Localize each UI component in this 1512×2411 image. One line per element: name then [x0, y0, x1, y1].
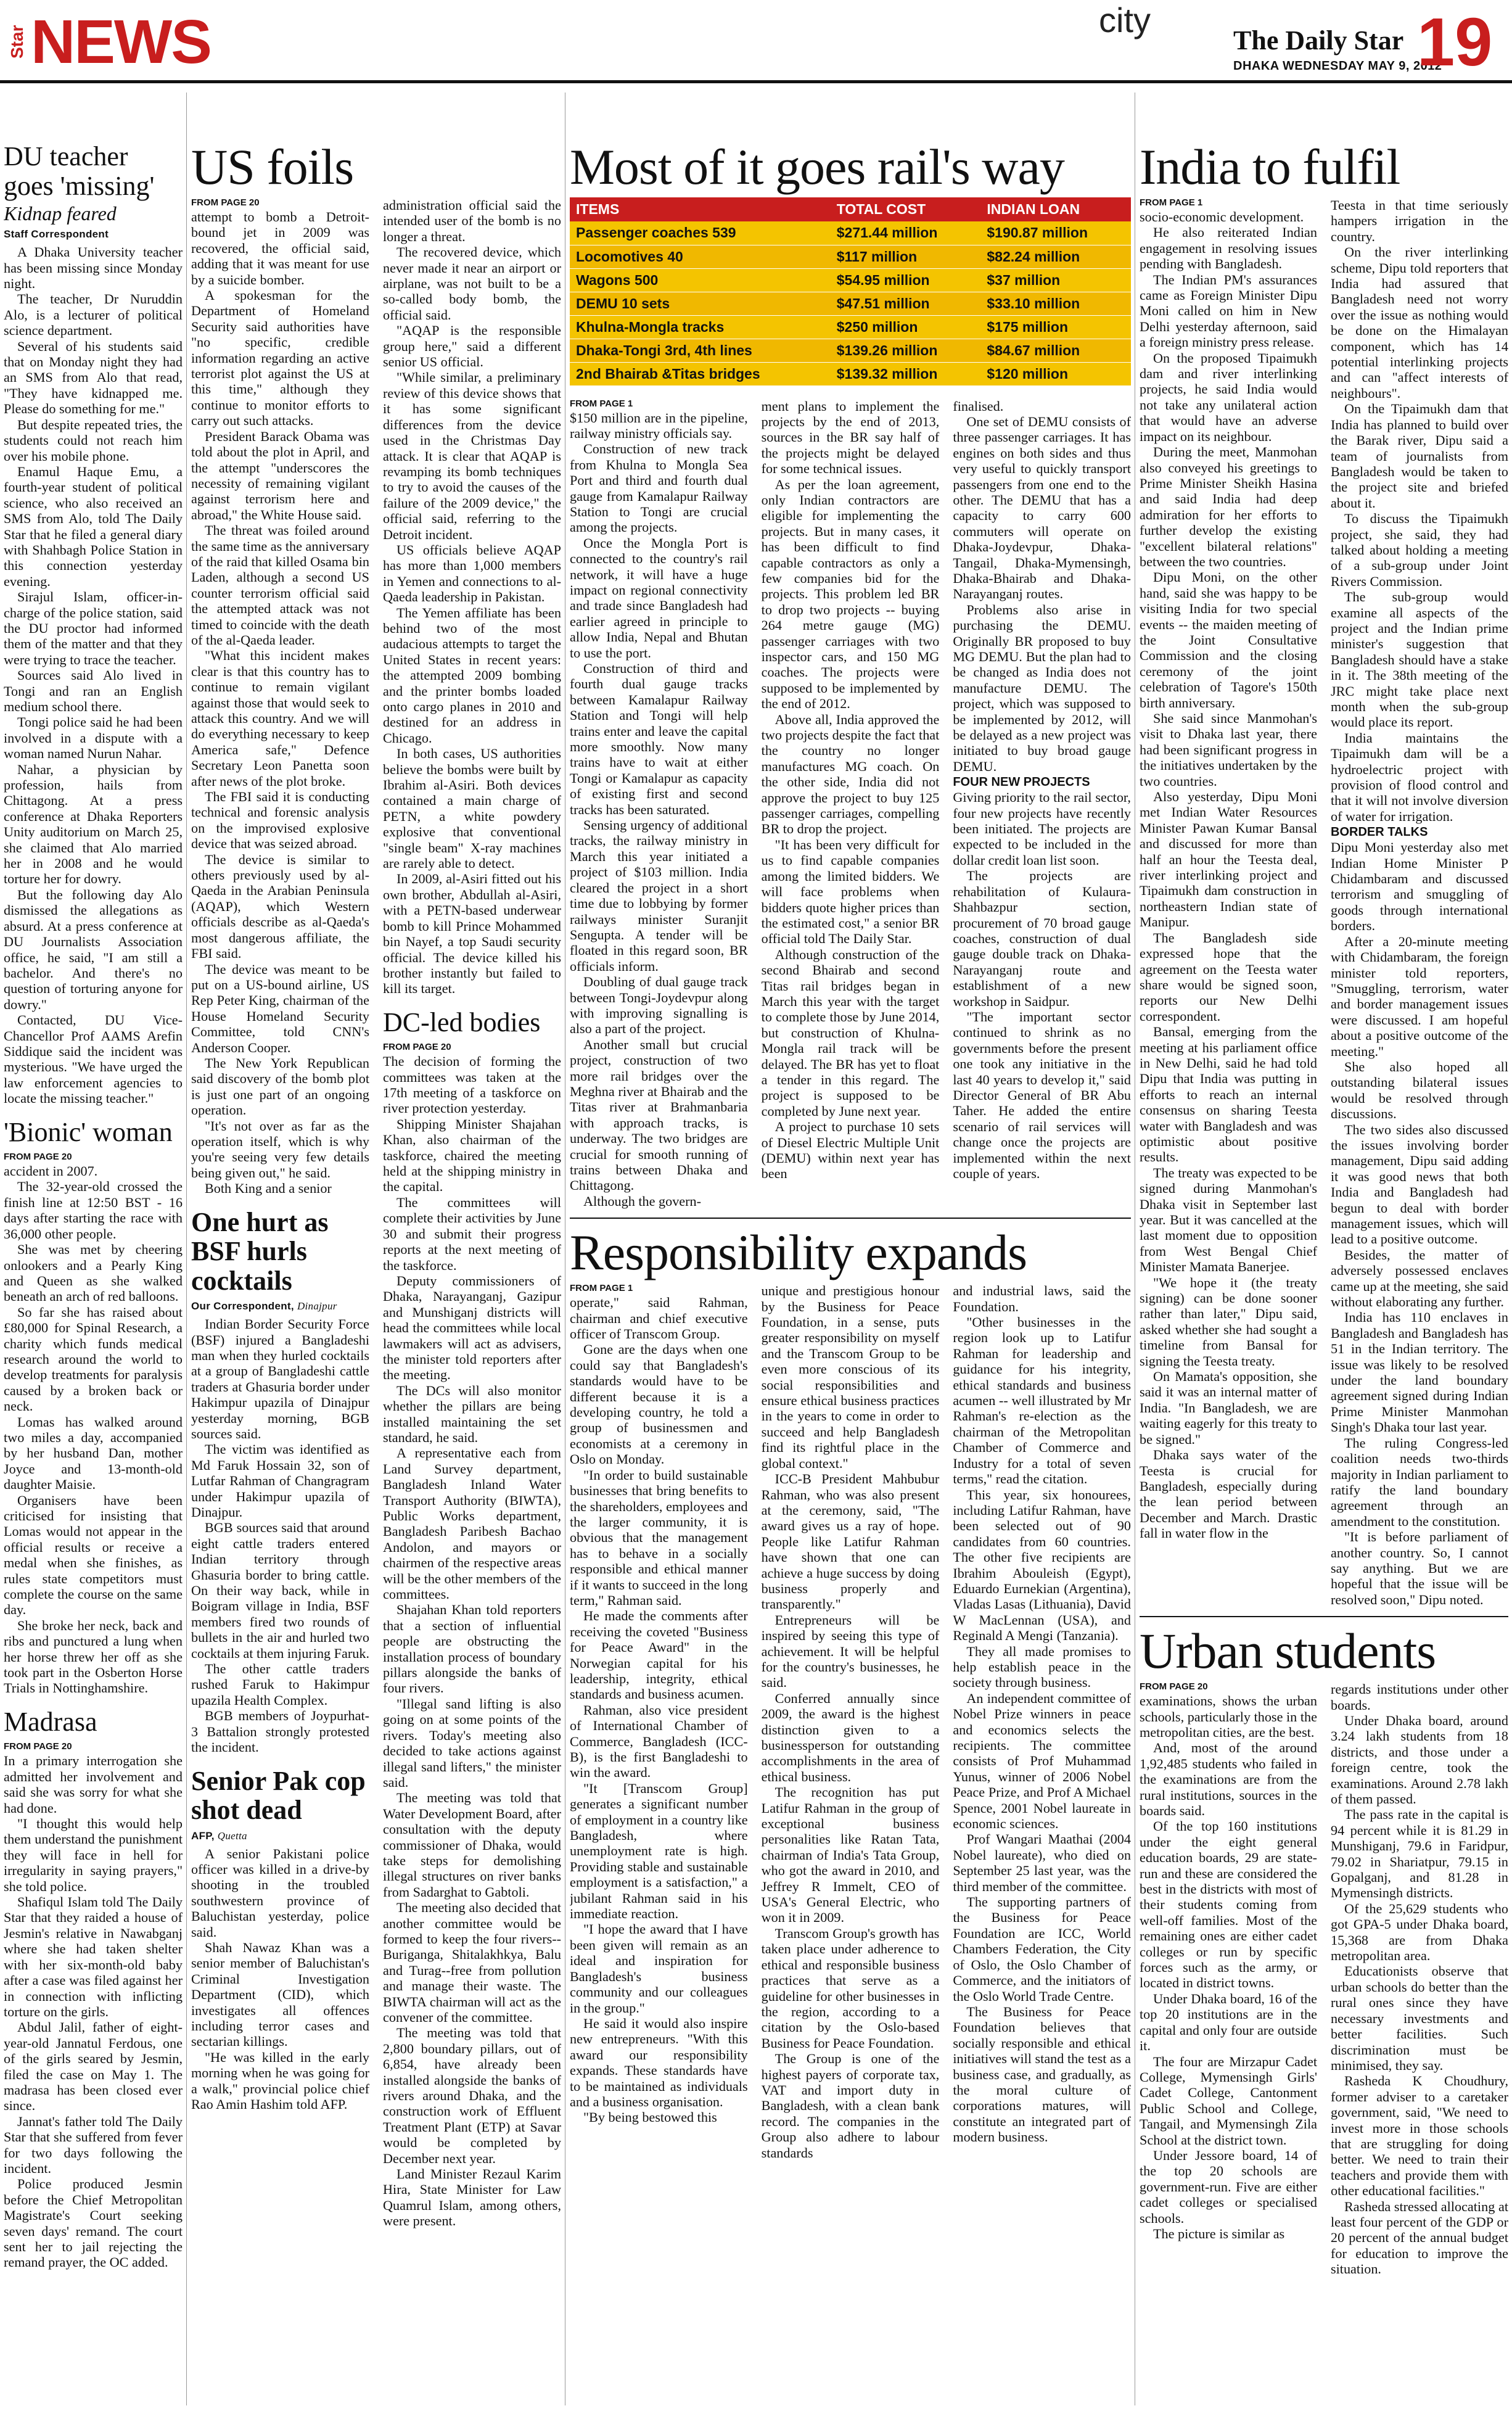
usfoils-body-2 [383, 197, 561, 997]
paragraph: He made the comments after receiving the coveted "Business for Peace Award" in the Norwegian capital for his leadership, integrity, ethical standards and business acumen. [570, 1608, 748, 1702]
column-1 [4, 93, 183, 2405]
paragraph: A project to purchase 10 sets of Diesel Electric Multiple Unit (DEMU) within next year has been [761, 1119, 940, 1182]
paragraph: They all made promises to help establish peace in the society through business. [953, 1643, 1131, 1691]
bsf-byline-text: Our Correspondent, [191, 1300, 294, 1313]
paragraph: "It [Transcom Group] generates a significant number of employment in a country like Bangladesh, where unemployment rate is high. Providing stable and sustainable employment is a satisfaction," a jubilant Rahman said in his immediate reaction. [570, 1780, 748, 1922]
resp-body-3 [953, 1283, 1131, 2145]
paragraph: accident in 2007. [4, 1163, 98, 1179]
paragraph: The meeting was told that 2,800 boundary pillars, out of 6,854, have already been installed alongside the banks of rivers around Dhaka, and the construction work of Effluent Treatment Plant (ETP) at Savar would be completed by December next year. [383, 2025, 561, 2166]
table-cell: $271.44 million [831, 221, 981, 245]
madrasa-headline: Madrasa [4, 1706, 97, 1737]
paragraph: Both King and a senior [205, 1181, 332, 1197]
table-cell: $54.95 million [831, 268, 981, 292]
table-row [570, 339, 1131, 362]
paragraph: Above all, India approved the two projects despite the fact that the country no longer manufactures MG coach. On the other side, India did not approve the project to buy 125 passenger carriages, compelling BR to drop the project. [761, 711, 940, 837]
rail-body-1 [570, 410, 748, 1210]
paragraph: "AQAP is the responsible group here," said a different senior US official. [383, 323, 561, 370]
resp-jump: FROM PAGE 1 [570, 1283, 633, 1294]
table-cell: $82.24 million [980, 245, 1131, 268]
paragraph: Under Dhaka board, 16 of the top 20 institutions are in the capital and only four are outside it. [1140, 1990, 1317, 2054]
paragraph: Under Dhaka board, around 3.24 lakh students from 18 districts, and those under a foreign centre, took the examinations. Around 2.78 lakh of them passed. [1331, 1712, 1508, 1807]
paragraph: But the following day Alo dismissed the allegations as absurd. At a press conference at DU Journalists Association office, he said, "I am still a bachelor. And there's no question of torturing anyone for dowry." [4, 886, 183, 1012]
paragraph: The teacher, Dr Nuruddin Alo, is a lecturer of political science department. [4, 291, 183, 339]
rail-headline: Most of it goes rail's way [570, 139, 1064, 195]
paragraph: The sub-group would examine all aspects of the project and the Indian prime minister's suggestion that Bangladesh should have a stake in it. The 38th meeting of the JRC might take place next month when the sub-group would place its report. [1331, 589, 1508, 730]
paragraph: The supporting partners of the Business for Peace Foundation are ICC, World Chambers Federation, the City of Oslo, the Oslo Chamber of Commerce, and the initiators of the Oslo World Trade Centre. [953, 1894, 1131, 2004]
paragraph: Deputy commissioners of Dhaka, Narayanganj, Gazipur and Munshiganj districts will head the committees while local lawmakers will act as advisers, the minister told reporters after the meeting. [383, 1272, 561, 1383]
paragraph: Of the top 160 institutions under the eight general education boards, 29 are state-run and these are considered the best in the districts with most of their students coming from well-off families. Most of the remaining ones are either cadet colleges or run by specific forces such as the army, or located in district towns. [1140, 1818, 1317, 1991]
paragraph: "Other businesses in the region look up to Latifur Rahman for leadership and guidance for his integrity, ethical standards and business acumen -- well illustrated by Mr Rahman's re-election as the chairman of the Metropolitan Chamber of Commerce and Industry for a total of seven terms," read the citation. [953, 1314, 1131, 1487]
paragraph: The Bangladesh side expressed hope that the agreement on the Teesta water share would be signed soon, reports our New Delhi correspondent. [1140, 929, 1317, 1024]
paragraph: Police produced Jesmin before the Chief Metropolitan Magistrate's Court seeking seven days' remand. The court sent her to jail rejecting the remand prayer, the OC added. [4, 2176, 183, 2270]
paragraph: US officials believe AQAP has more than 1,000 members in Yemen and connections to al-Qaeda leadership in Pakistan. [383, 542, 561, 605]
paragraph: The Yemen affiliate has been behind two of the most audacious attempts to target the United States in recent years: the attempted 2009 bombing and the printer bombs loaded onto cargo planes in 2010 and destined for an address in Chicago. [383, 604, 561, 746]
urban-headline: Urban students [1140, 1623, 1436, 1679]
column-header: TOTAL COST [831, 197, 981, 221]
table-cell: Dhaka-Tongi 3rd, 4th lines [570, 339, 831, 362]
paragraph: The ruling Congress-led coalition needs two-thirds majority in Indian parliament to ratify the land boundary agreement through an amendment to the constitution. [1331, 1435, 1508, 1529]
paragraph: The two sides also discussed the issues involving border management, Dipu said adding it was good news that both India and Bangladesh had begun to deal with border management issues, which will lead to a positive outcome. [1331, 1121, 1508, 1247]
paragraph: Rasheda stressed allocating at least four percent of the GDP or 20 percent of the annual budget for education to improve the situation. [1331, 2198, 1508, 2277]
paragraph: But despite repeated tries, the students could not reach him over his mobile phone. [4, 416, 183, 464]
table-row [570, 292, 1131, 315]
paragraph: The recognition has put Latifur Rahman in the group of exceptional business personalities like Ratan Tata, chairman of India's Tata Group, who got the award in 2010, and Jeffrey R Immelt, CEO of USA's General Electric, who won it in 2009. [761, 1784, 940, 1926]
divider [1140, 1616, 1508, 1617]
table-row [570, 221, 1131, 245]
usfoils-headline: US foils [191, 139, 354, 195]
paragraph: She said since Manmohan's visit to Dhaka last year, there had been significant progress in the initiatives undertaken by the two countries. [1140, 711, 1317, 789]
bsf-body [191, 1316, 369, 1755]
paragraph: She broke her neck, back and ribs and punctured a lung when her horse threw her off as she took part in the Osberton Horse Trials in Nottinghamshire. [4, 1617, 183, 1696]
paragraph: "It's not over as far as the operation itself, which is why you're seeing very few details being given out," he said. [191, 1118, 369, 1181]
paragraph: "He was killed in the early morning when he was going for a walk," provincial police chief Rao Amin Hashim told AFP. [191, 2049, 369, 2112]
paragraph: Abdul Jalil, father of eight-year-old Jannatul Ferdous, one of the girls seared by Jesmin, filed the case on May 1. The madrasa has been closed ever since. [4, 2019, 183, 2114]
pak-byline [191, 1830, 369, 1842]
paragraph: regards institutions under other boards. [1331, 1681, 1508, 1713]
paragraph: "It has been very difficult for us to find capable companies among the limited bidders. We will face problems when bidders quote higher prices than the estimated cost," a senior BR official told The Daily Star. [761, 836, 940, 947]
paragraph: A representative each from Land Survey department, Bangladesh Inland Water Transport Authority (BIWTA), Public Works department, Bangladesh Paribesh Bachao Andolon, and mayors or chairmen of the respective areas will be the other members of the committees. [383, 1445, 561, 1602]
paragraph: On Mamata's opposition, she said it was an internal matter of India. "In Bangladesh, we are waiting eagerly for this treaty to be signed." [1140, 1369, 1317, 1447]
du-headline: DU teacher goes 'missing' [4, 141, 155, 201]
paragraph: On the river interlinking scheme, Dipu told reporters that India had assured that Bangladesh need not worry over the issue as nothing would be done on the Himalayan component, which has 14 potential interlinking projects and can "affect interests of neighbours". [1331, 244, 1508, 401]
paragraph: She was met by cheering onlookers and a Pearly King and Queen as she walked beneath an arch of red balloons. [4, 1242, 183, 1304]
paragraph: The victim was identified as Md Faruk Hossain 32, son of Lutfar Rahman of Changragram under Hakimpur upazila of Dinajpur. [191, 1441, 369, 1520]
paragraph: Sirajul Islam, officer-in-charge of the police station, said the DU proctor had informed them of the matter and that they were trying to trace the teacher. [4, 589, 183, 667]
bionic-jump: FROM PAGE 20 [4, 1152, 72, 1163]
du-byline: Staff Correspondent [4, 228, 109, 241]
paragraph: A spokesman for the Department of Homeland Security said authorities have "no specific, credible information regarding an active terrorist plot against the US at this time," although they continue to monitor efforts to carry out such attacks. [191, 287, 369, 429]
paragraph: On the proposed Tipaimukh dam and river interlinking projects, he said India would not take any unilateral action that would have an adverse impact on its neighbour. [1140, 350, 1317, 444]
paragraph: "In order to build sustainable businesses that bring benefits to the shareholders, employees and the larger community, it is obvious that the management has to behave in a socially responsible and ethical manner if it wants to succeed in the long term," Rahman said. [570, 1467, 748, 1608]
table-cell: $139.32 million [831, 362, 981, 385]
madrasa-body [4, 1753, 183, 2270]
paragraph: Teesta in that time seriously hampers irrigation in the country. [1331, 197, 1508, 244]
paragraph: So far she has raised about £80,000 for Spinal Research, a charity which funds medical research around the world to develop treatments for paralysis caused by a broken back or neck. [4, 1304, 183, 1414]
madrasa-jump: FROM PAGE 20 [4, 1741, 72, 1752]
urban-body-2 [1331, 1681, 1508, 2277]
table-cell: $175 million [980, 315, 1131, 339]
table-cell: 2nd Bhairab &Titas bridges [570, 362, 831, 385]
paragraph: operate," said Rahman, chairman and chief executive officer of Transcom Group. [570, 1295, 748, 1342]
resp-headline: Responsibility expands [570, 1224, 1027, 1281]
section-logo [5, 5, 211, 79]
paragraph: Dipu Moni yesterday also met Indian Home Minister P Chidambaram and discussed terrorism and smuggling of goods through international borders. [1331, 839, 1508, 934]
du-body [4, 244, 183, 1106]
paragraph: Gone are the days when one could say that Bangladesh's standards would have to be different because it is a developing country, he told a group of businessmen and economists at a ceremony in Oslo on Monday. [570, 1342, 748, 1467]
paragraph: Construction of new track from Khulna to Mongla Sea Port and third and fourth dual gauge from Kamalapur Railway Station to Tongi are crucial among the projects. [570, 441, 748, 535]
paragraph: The other cattle traders rushed Faruk to Hakimpur upazila Health Complex. [191, 1661, 369, 1708]
paragraph: Shipping Minister Shajahan Khan, also chairman of the taskforce, chaired the meeting held at the shipping ministry in the capital. [383, 1116, 561, 1195]
pak-byline-text: AFP, [191, 1829, 215, 1842]
table-cell: $139.26 million [831, 339, 981, 362]
india-jump: FROM PAGE 1 [1140, 197, 1203, 208]
column-header: ITEMS [570, 197, 831, 221]
paragraph: Construction of third and fourth dual gauge tracks between Kamalapur Railway Station and Tongi will help trains enter and leave the capital more smoothly. Now many trains have to wait at either Tongi or Kamalapur as capacity of existing first and second tracks has been saturated. [570, 661, 748, 817]
paragraph: Transcom Group's growth has taken place under adherence to ethical and responsible business practices that serve as a guideline for other businesses in the region, according to a citation by the Oslo-based Business for Peace Foundation. [761, 1925, 940, 2051]
paragraph: The recovered device, which never made it near an airport or airplane, was not built to be a so-called body bomb, the official said. [383, 244, 561, 323]
bsf-headline: One hurt as BSF hurls cocktails [191, 1206, 329, 1296]
dc-headline: DC-led bodies [383, 1007, 541, 1037]
paragraph: The Indian PM's assurances came as Foreign Minister Dipu Moni called on him in New Delhi yesterday afternoon, said a foreign ministry press release. [1140, 271, 1317, 350]
table-cell: Wagons 500 [570, 268, 831, 292]
paragraph: Shajahan Khan told reporters that a section of influential people are obstructing the installation process of boundary pillars alongside the banks of four rivers. [383, 1602, 561, 1696]
paragraph: "I hope the award that I have been given will remain as an ideal and inspiration for Bangladesh's business community and our colleagues in the group." [570, 1921, 748, 2016]
paragraph: finalised. [953, 398, 1004, 414]
paragraph: She also hoped all outstanding bilateral issues would be resolved through discussions. [1331, 1058, 1508, 1122]
paragraph: The DCs will also monitor whether the pillars are being installed maintaining the set standard, he said. [383, 1382, 561, 1445]
paragraph: This year, six honourees, including Latifur Rahman, have been selected out of 90 candidates from 60 countries. The other five recipients are Ibrahim Abouleish (Egypt), Eduardo Eurnekian (Argentina), Vladas Lasas (Lithuania), David W MacLennan (USA), and Reginald A Mengi (Tanzania). [953, 1486, 1131, 1644]
column-right [1140, 93, 1508, 2405]
table-body [570, 221, 1131, 385]
table-header-row [570, 197, 1131, 221]
paragraph: The device was meant to be put on a US-bound airline, US Rep Peter King, chairman of the House Homeland Security Committee, told CNN's Anderson Cooper. [191, 961, 369, 1055]
paragraph: The device is similar to others previously used by al-Qaeda in the Arabian Peninsula (AQAP), which Western officials describe as al-Qaeda's most dangerous affiliate, the FBI said. [191, 851, 369, 962]
table-cell: $37 million [980, 268, 1131, 292]
india-body-3 [1331, 839, 1508, 1607]
paragraph: Jannat's father told The Daily Star that she suffered from fever for two days following the incident. [4, 2113, 183, 2176]
paragraph: Contacted, DU Vice-Chancellor Prof AAMS Arefin Siddique said the incident was mysterious. "We have urged the law enforcement agencies to locate the missing teacher." [4, 1012, 183, 1107]
masthead [0, 0, 1512, 83]
divider [570, 1218, 1131, 1219]
usfoils-body-1 [191, 209, 369, 1197]
table-cell: DEMU 10 sets [570, 292, 831, 315]
rail-subhead: FOUR NEW PROJECTS [953, 775, 1090, 789]
paragraph: "While similar, a preliminary review of this device shows that it has some significant differences from the device used in the Christmas Day attack. It is clear that AQAP is revamping its bomb techniques to try to avoid the causes of the failure of the 2009 device," the official said, referring to the Detroit incident. [383, 369, 561, 542]
du-kicker: Kidnap feared [4, 202, 117, 225]
resp-body-1 [570, 1295, 748, 2125]
paragraph: Prof Wangari Maathai (2004 Nobel laureate), who died on September 25 last year, was the third member of the committee. [953, 1831, 1131, 1894]
paragraph: A senior Pakistani police officer was killed in a drive-by shooting in the troubled southwestern province of Baluchistan yesterday, police said. [191, 1845, 369, 1940]
paragraph: "What this incident makes clear is that this country has to continue to remain vigilant against those that would seek to attack this country. And we will do everything necessary to keep America safe," Defence Secretary Leon Panetta soon after news of the plot broke. [191, 648, 369, 789]
paragraph: examinations, shows the urban schools, particularly those in the metropolitan cities, are the best. [1140, 1693, 1317, 1740]
paragraph: The Business for Peace Foundation believes that socially responsible and ethical initiatives will stand the test as a business case, and gradually, as the moral culture of corporations matures, will constitute an integrated part of modern business. [953, 2003, 1131, 2145]
rail-jump: FROM PAGE 1 [570, 398, 633, 409]
india-body-1 [1140, 209, 1317, 1541]
paragraph: Rasheda K Choudhury, former adviser to a caretaker government, said, "We need to invest more in those schools that are struggling for doing better. We need to train their teachers and provide them with other educational facilities." [1331, 2073, 1508, 2199]
paragraph: Doubling of dual gauge track between Tongi-Joydevpur along with improving signalling is also a part of the project. [570, 974, 748, 1037]
usfoils-jump: FROM PAGE 20 [191, 197, 260, 208]
paragraph: Also yesterday, Dipu Moni met Indian Water Resources Minister Pawan Kumar Bansal and discussed for more than half an hour the Teesta deal, river interlinking project and Tipaimukh dam construction in northeastern Indian state of Manipur. [1140, 789, 1317, 930]
paragraph: "I thought this would help them understand the punishment they will face in hell for irregularity in saying prayers," she told police. [4, 1816, 183, 1894]
urban-body-1 [1140, 1693, 1317, 2241]
paragraph: Lomas has walked around two miles a day, accompanied by her husband Dan, mother Joyce and 13-month-old daughter Maisie. [4, 1414, 183, 1493]
paragraph: Dhaka says water of the Teesta is crucial for Bangladesh, especially during the lean period between December and March. Drastic fall in water flow in the [1140, 1447, 1317, 1541]
paragraph: Bansal, emerging from the meeting at his parliament office in New Delhi, said he had told Dipu that India was putting in efforts to reach an internal consensus on sharing Teesta water with Bangladesh and was optimistic about positive results. [1140, 1024, 1317, 1165]
column-middle [570, 93, 1131, 2405]
paragraph: Conferred annually since 2009, the award is the highest distinction given to a businessperson for outstanding accomplishments in the area of ethical business. [761, 1690, 940, 1784]
rail-body-2 [762, 398, 940, 1182]
page-section-label: city [1099, 1, 1151, 39]
paragraph: In both cases, US authorities believe the bombs were built by Ibrahim al-Asiri. Both devices contained a main charge of PETN, a white powdery explosive that conventional "single beam" X-ray machines are rarely able to detect. [383, 746, 561, 872]
paragraph: Once the Mongla Port is connected to the country's rail network, it will have a huge impact on regional connectivity and trade since Bangladesh had earlier agreed in principle to allow India, Nepal and Bhutan to use the port. [570, 535, 748, 661]
paragraph: Although construction of the second Bhairab and second Titas rail bridges began in March this year with the target to complete those by June 2014, but construction of Khulna-Mongla rail track will be delayed. The BR has yet to float a tender in this regard. The project is supposed to be completed by June next year. [761, 946, 940, 1119]
table-cell: $190.87 million [980, 221, 1131, 245]
paragraph: One set of DEMU consists of three passenger carriages. It has engines on both sides and thus very useful to quickly transport passengers from one end to the other. The DEMU that has a capacity to carry 600 commuters will operate on Dhaka-Joydevpur, Dhaka-Tangail, Dhaka-Mymensingh, Dhaka-Bhairab and Dhaka-Narayanganj routes. [953, 413, 1131, 602]
paragraph: ICC-B President Mahbubur Rahman, who was also present at the ceremony, said, "The award gives us a ray of hope. People like Latifur Rahman have shown that one can achieve a huge success by doing business properly and transparently." [761, 1471, 940, 1612]
paragraph: Dipu Moni, on the other hand, said she was happy to be visiting India for two special events -- the maiden meeting of the Joint Consultative Commission and the closing ceremony of the joint celebration of Tagore's 150th birth anniversary. [1140, 569, 1317, 711]
table-row [570, 315, 1131, 339]
paragraph: He also reiterated Indian engagement in resolving issues pending with Bangladesh. [1140, 225, 1317, 272]
paragraph: As per the loan agreement, only Indian contractors are eligible for implementing the projects. But in many cases, it has been difficult to find capable contractors as only a few companies bid for the projects. This problem led BR to drop two projects -- buying 264 metre gauge (MG) passenger carriages with two inspector cars, and 150 MG coaches. The projects were supposed to be implemented by the end of 2012. [761, 476, 940, 712]
rail-body-4 [953, 789, 1131, 1181]
rail-cost-table [570, 197, 1131, 386]
paragraph: Giving priority to the rail sector, four new projects have recently been initiated. The projects are expected to be included in the dollar credit loan list soon. [953, 789, 1131, 868]
dc-jump: FROM PAGE 20 [383, 1042, 451, 1053]
paragraph: President Barack Obama was told about the plot in April, and the attempt "underscores the necessity of remaining vigilant against terrorism here and abroad," the White House said. [191, 428, 369, 522]
paragraph: The four are Mirzapur Cadet College, Mymensingh Girls' Cadet College, Cantonment Public School and College, Tangail, and Mymensingh Zila School at the district town. [1140, 2053, 1317, 2148]
paragraph: "It is before parliament of another country. So, I cannot say anything. But we are hopeful that the issue will be resolved soon," Dipu noted. [1331, 1529, 1508, 1607]
table-cell: $117 million [831, 245, 981, 268]
paragraph: The projects are rehabilitation of Kulaura-Shahbazpur section, procurement of 70 broad gauge coaches, construction of dual gauge double track on Dhaka-Narayanganj route and establishment of a new workshop in Saidpur. [953, 868, 1131, 1009]
paragraph: Indian Border Security Force (BSF) injured a Bangladeshi man when they hurled cocktails at a group of Bangladeshi cattle traders at Ghasuria border under Hakimpur upazila of Dinajpur yesterday morning, BGB sources said. [191, 1316, 369, 1441]
paragraph: The treaty was expected to be signed during Manmohan's Dhaka visit in September last year. But it was cancelled at the last moment due to opposition from West Bengal Chief Minister Mamata Banerjee. [1140, 1164, 1317, 1275]
table-cell: Khulna-Mongla tracks [570, 315, 831, 339]
india-body-2 [1331, 197, 1508, 824]
paragraph: In a primary interrogation she admitted her involvement and said she was sorry for what she had done. [4, 1753, 183, 1816]
resp-body-2 [762, 1283, 940, 2161]
paragraph: Sources said Alo lived in Tongi and ran an English medium school there. [4, 667, 183, 714]
paragraph: Shafiqul Islam told The Daily Star that they raided a house of Jesmin's relative in Nawabganj where she had taken shelter with her six-month-old baby after a case was filed against her in connection with inflicting torture on the girls. [4, 1894, 183, 2019]
pak-body [191, 1846, 369, 2112]
paragraph: "By being bestowed this [583, 2109, 717, 2125]
paragraph: The pass rate in the capital is 94 percent while it is 81.29 in Munshiganj, 79.6 in Faridpur, 79.02 in Shariatpur, 79.15 in Gopalganj, and 81.28 in Mymensingh districts. [1331, 1807, 1508, 1901]
paragraph: India maintains the Tipaimukh dam will be a hydroelectric project with provision of flood control and that it will not involve diversion of water for irrigation. [1331, 730, 1508, 824]
paragraph: He said it would also inspire new entrepreneurs. "With this award our responsibility expands. These standards have to be maintained as individuals and a business organisation. [570, 2015, 748, 2109]
paragraph: Under Jessore board, 14 of the top 20 schools are government-run. Five are either cadet colleges or specialised schools. [1140, 2147, 1317, 2226]
paragraph: In 2009, al-Asiri fitted out his own brother, Abdullah al-Asiri, with a PETN-based underwear bomb to kill Prince Mohammed bin Nayef, a top Saudi security official. The device killed his brother instantly but failed to kill its target. [383, 871, 561, 997]
urban-jump: FROM PAGE 20 [1140, 1681, 1208, 1692]
paragraph: The picture is similar as [1153, 2225, 1285, 2241]
table-cell: $250 million [831, 315, 981, 339]
paragraph: The New York Republican said discovery of the bomb plot is just one part of an ongoing operation. [191, 1055, 369, 1118]
paper-name: The Daily Star [1233, 25, 1404, 56]
section-title: NEWS [31, 7, 211, 76]
india-headline: India to fulfil [1140, 139, 1400, 195]
paragraph: Besides, the matter of adversely possessed enclaves came up at the meeting, she said without elaborating any further. [1331, 1247, 1508, 1310]
column-header: INDIAN LOAN [980, 197, 1131, 221]
paragraph: The Group is one of the highest payers of corporate tax, VAT and import duty in Bangladesh, with a clean bank record. The companies in the Group also adhere to labour standards [761, 2051, 940, 2161]
rail-body-3 [953, 398, 1131, 775]
paragraph: administration official said the intended user of the bomb is no longer a threat. [383, 197, 561, 244]
paragraph: "We hope it (the treaty signing) can be done sooner rather than later," Dipu said, asked whether she had sought a timeline from Bansal for signing the Teesta treaty. [1140, 1274, 1317, 1369]
table-cell: Locomotives 40 [570, 245, 831, 268]
paragraph: Organisers have been criticised for insisting that Lomas would not appear in the official results or receive a medal when she finishes, as rules state competitors must complete the course on the same day. [4, 1492, 183, 1618]
paragraph: BGB sources said that around eight cattle traders entered Indian territory through Ghasuria border to bring cattle. On their way back, while in Boigram village in India, BSF members fired two rounds of bullets in the air and hurled two cocktails at them injuring Faruk. [191, 1520, 369, 1661]
table-cell: $47.51 million [831, 292, 981, 315]
page-number: 19 [1417, 4, 1493, 80]
paragraph: The committees will complete their activities by June 30 and submit their progress reports at the next meeting of the taskforce. [383, 1194, 561, 1273]
star-logo: Star [7, 25, 27, 59]
paragraph: Nahar, a physician by profession, hails from Chittagong. At a press conference at Dhaka Reporters Unity auditorium on March 25, she claimed that Alo married her in 2008 and he would torture her for dowry. [4, 761, 183, 887]
paragraph: And, most of the around 1,92,485 students who failed in the examinations are from the rural institutions, sources in the boards said. [1140, 1740, 1317, 1818]
paragraph: Enamul Haque Emu, a fourth-year student of political science, who also received an SMS from Alo, told The Daily Star that he filed a general diary with Shahbagh Police Station in this connection yesterday evening. [4, 463, 183, 589]
paragraph: "The important sector continued to shrink as no governments before the present one took any initiative in the last 40 years to develop it," said Director General of BR Abu Taher. He added the entire scenario of rail services will change once the projects are implemented within the next couple of years. [953, 1008, 1131, 1181]
issue-date: DHAKA WEDNESDAY MAY 9, 2012 [1233, 59, 1442, 73]
paragraph: Several of his students said that on Monday night they had an SMS from Alo that read, "They have kidnapped me. Please do something for me." [4, 338, 183, 417]
paragraph: After a 20-minute meeting with Chidambaram, the foreign minister told reporters, "Smuggling, terrorism, water and border management issues were discussed. I am hopeful about a positive outcome of the meeting." [1331, 933, 1508, 1059]
paragraph: Another small but crucial project, construction of two more rail bridges over the Meghna river at Bhairab and the Titas river at Brahmanbaria with approach tracks, is underway. The two bridges are crucial for smooth running of trains between Dhaka and Chittagong. [570, 1036, 748, 1193]
bsf-dateline: Dinajpur [297, 1300, 337, 1313]
paragraph: Shah Nawaz Khan was a senior member of Baluchistan's Criminal Investigation Department (CID), which investigates all offences including terror cases and sectarian killings. [191, 1939, 369, 2050]
paragraph: On the Tipaimukh dam that India has planned to build over the Barak river, Dipu said a team of journalists from Bangladesh would be taken to the project site and briefed about it. [1331, 401, 1508, 511]
paragraph: The threat was foiled around the same time as the anniversary of the raid that killed Osama bin Laden, although a second US counter terrorism official said the attempted attack was not timed to coincide with the death of the al-Qaeda leader. [191, 522, 369, 648]
paragraph: The decision of forming the committees was taken at the 17th meeting of a taskforce on river protection yesterday. [383, 1053, 561, 1116]
paragraph: The 32-year-old crossed the finish line at 12:50 BST - 16 days after starting the race with 36,000 other people. [4, 1179, 183, 1242]
paragraph: A Dhaka University teacher has been missing since Monday night. [4, 244, 183, 292]
paragraph: An independent committee of Nobel Prize winners in peace and economics selects the recipients. The committee consists of Prof Muhammad Yunus, winner of 2006 Nobel Peace Prize, and Prof A Michael Spence, 2001 Nobel laureate in economic sciences. [953, 1690, 1131, 1832]
paragraph: Land Minister Rezaul Karim Hira, State Minister for Law Quamrul Islam, among others, were present. [383, 2166, 561, 2229]
paragraph: and industrial laws, said the Foundation. [953, 1283, 1131, 1314]
column-2-3 [191, 93, 561, 2405]
table-cell: $120 million [980, 362, 1131, 385]
bionic-body [4, 1163, 183, 1696]
paragraph: Entrepreneurs will be inspired by seeing this type of achievement. It will be helpful for the country's businesses, he said. [761, 1612, 940, 1691]
paragraph: The meeting also decided that another committee would be formed to keep the four rivers--Buriganga, Shitalakhkya, Balu and Turag--free from pollution and manage their waste. The BIWTA chairman will act as the convener of the committee. [383, 1900, 561, 2026]
paragraph: Sensing urgency of additional tracks, the railway ministry in March this year initiated a project of $103 million. India cleared the project in a short time due to lobbying by former railways minister Suranjit Sengupta. A tender will be floated in this regard soon, BR officials inform. [570, 817, 748, 974]
paragraph: India has 110 enclaves in Bangladesh and Bangladesh has 51 in the Indian territory. The issue was likely to be resolved under the land boundary agreement signed during Indian Prime Minister Manmohan Singh's Dhaka tour last year. [1331, 1309, 1508, 1435]
bsf-byline [191, 1300, 369, 1313]
paragraph: attempt to bomb a Detroit-bound jet in 2009 was recovered, the official said, adding that it was meant for use by a suicide bomber. [191, 209, 369, 287]
paragraph: The meeting was told that Water Development Board, after consultation with the deputy commissioner of Dhaka, would take steps for demolishing illegal structures on river banks from Sadarghat to Gabtoli. [383, 1790, 561, 1900]
paragraph: To discuss the Tipaimukh project, she said, they had talked about holding a meeting of a sub-group under Joint Rivers Commission. [1331, 511, 1508, 589]
table-row [570, 362, 1131, 385]
paragraph: Tongi police said he had been involved in a dispute with a woman named Nurun Nahar. [4, 714, 183, 762]
paragraph: unique and prestigious honour by the Business for Peace Foundation, in a sense, puts greater responsibility on myself and the Transcom Group to be even more conscious of its social responsibilities and ensure ethical business practices in the years to come in order to succeed and help Bangladesh find its rightful place in the global context." [761, 1283, 940, 1471]
paragraph: During the meet, Manmohan also conveyed his greetings to Prime Minister Sheikh Hasina and said India had deep admiration for her efforts to further develop the existing "excellent bilateral relations" between the two countries. [1140, 444, 1317, 569]
dc-body [383, 1053, 561, 2228]
pak-dateline: Quetta [217, 1829, 247, 1842]
paragraph: The FBI said it is conducting technical and forensic analysis on the improvised explosive device that was seized abroad. [191, 789, 369, 852]
column-rule [186, 93, 187, 2405]
paragraph: $150 million are in the pipeline, railway ministry officials say. [570, 410, 748, 441]
paragraph: Problems also arise in purchasing the DEMU. Originally BR proposed to buy MG DEMU. But the plan had to be changed as India does not manufacture DEMU. The project, which was supposed to be implemented by 2012, will be delayed as a new project was initiated to buy broad gauge DEMU. [953, 601, 1131, 774]
table-row [570, 245, 1131, 268]
paragraph: BGB members of Joypurhat-3 Battalion strongly protested the incident. [191, 1708, 369, 1755]
india-subhead: BORDER TALKS [1331, 825, 1428, 839]
table-row [570, 268, 1131, 292]
table-cell: Passenger coaches 539 [570, 221, 831, 245]
bionic-headline: 'Bionic' woman [4, 1116, 173, 1147]
paragraph: Educationists observe that urban schools do better than the rural ones since they have necessary investments and better facilities. Such discrimination must be minimised, they say. [1331, 1963, 1508, 2073]
pak-headline: Senior Pak cop shot dead [191, 1765, 366, 1826]
paragraph: Rahman, also vice president of International Chamber of Commerce, Bangladesh (ICC-B), is the first Bangladeshi to win the award. [570, 1702, 748, 1781]
paragraph: Although the govern- [583, 1193, 702, 1209]
table-cell: $33.10 million [980, 292, 1131, 315]
paragraph: "Illegal sand lifting is also going on at some points of the rivers. Today's meeting also decided to take actions against illegal sand lifters," the minister said. [383, 1696, 561, 1790]
table-cell: $84.67 million [980, 339, 1131, 362]
paragraph: socio-economic development. [1140, 209, 1304, 225]
paragraph: Of the 25,629 students who got GPA-5 under Dhaka board, 15,368 are from Dhaka metropolitan area. [1331, 1900, 1508, 1964]
paragraph: ment plans to implement the projects by the end of 2013, sources in the BR say half of the projects might be delayed for some technical issues. [761, 398, 940, 477]
